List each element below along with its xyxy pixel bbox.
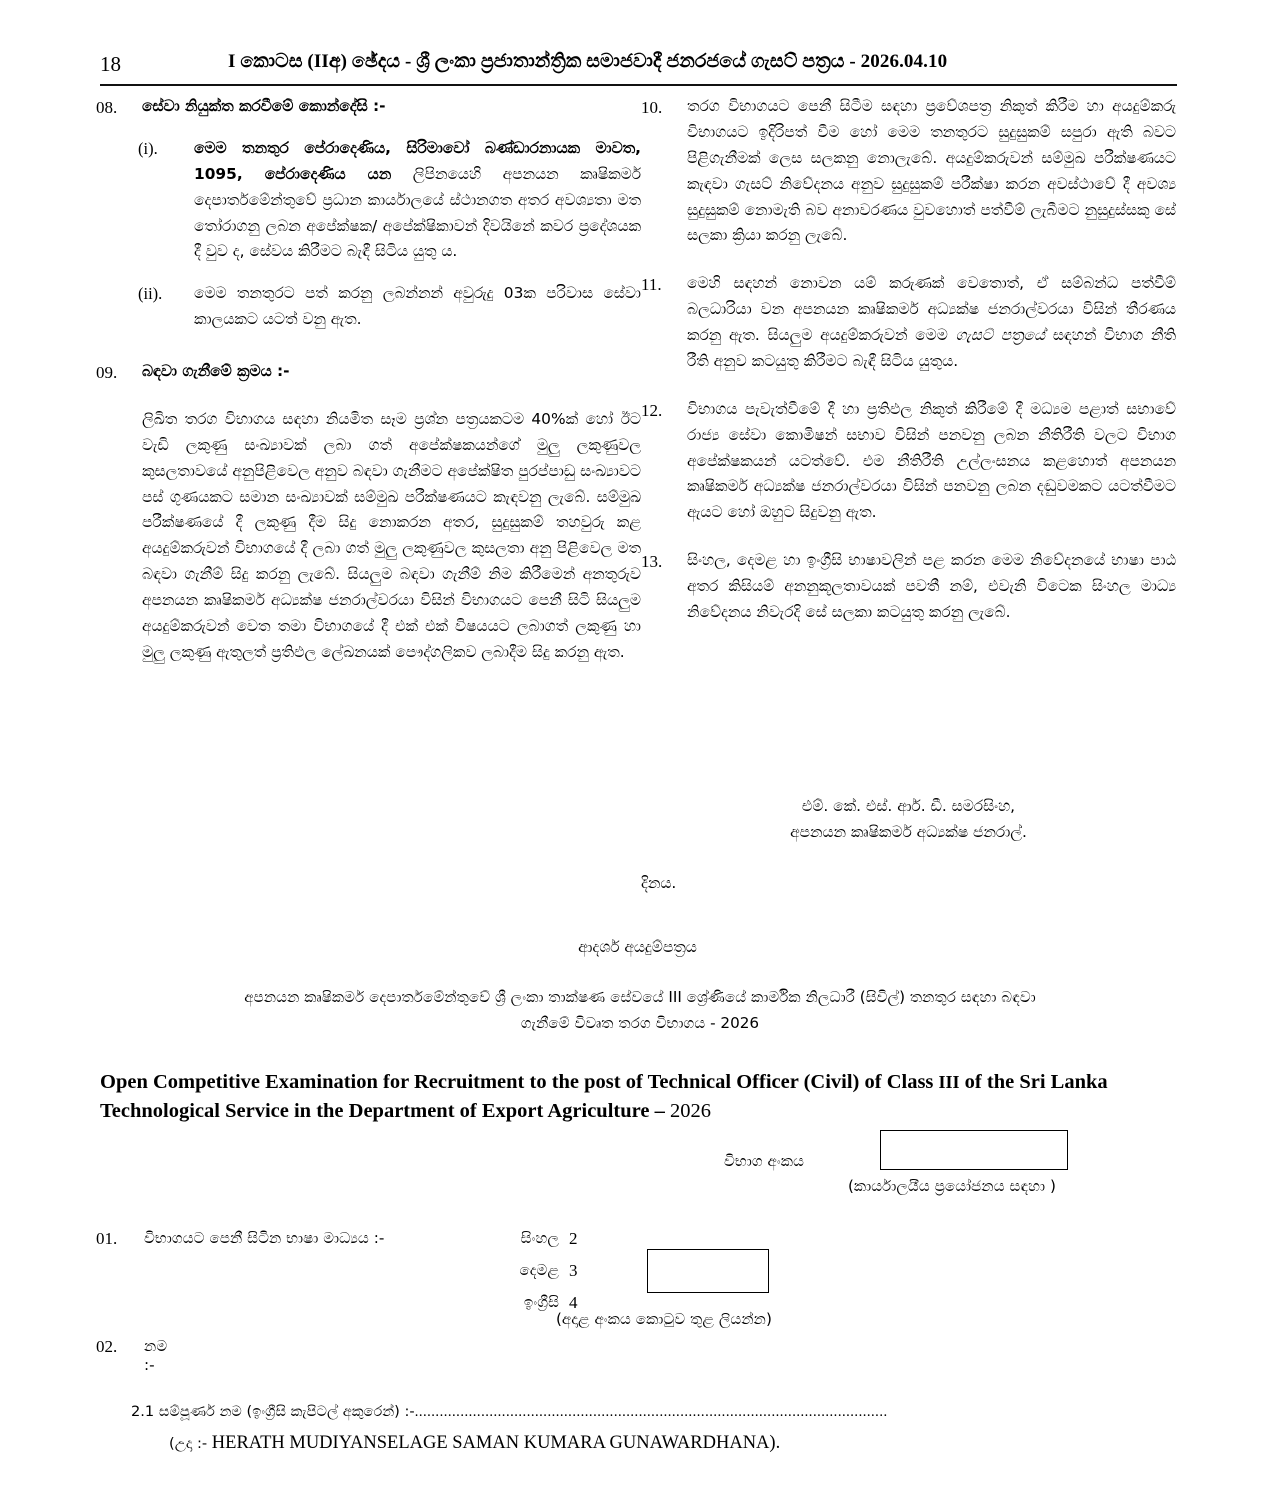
clause-11-text-part2: සඳහන් විභාග නීති රීති අනුව කටයුතු කිරීමට බැඳී සිටිය යුතුය. bbox=[687, 326, 1176, 370]
clause-13 bbox=[641, 548, 1176, 626]
clause-10-number: 10. bbox=[641, 98, 663, 117]
full-name-example-suffix: ). bbox=[769, 1433, 781, 1453]
language-option-english-name: ඉංග්‍රීසි bbox=[523, 1293, 559, 1311]
full-name-example-value: HERATH MUDIYANSELAGE SAMAN KUMARA GUNAWARDHANA bbox=[211, 1433, 770, 1453]
exam-title-english-dash: – bbox=[654, 1100, 670, 1123]
clause-11-text-part1: මෙහි සඳහන් නොවන යම් කරුණක් වෙතොත්, ඒ සම්බන්ධ පත්වීම් බලධාරියා වන අපනයන කෘෂිකර්ම අධ්‍යක්ෂ ජනරාල්වරයා විසින් තීරණය කරනු ඇත. සියලුම අයදුම්කරුවන් මෙම bbox=[687, 274, 1176, 344]
office-use-note: (කාර්යාලයීය ප්‍රයෝජනය සඳහා ) bbox=[848, 1177, 1056, 1195]
clause-12-number: 12. bbox=[641, 400, 663, 420]
clause-08-number: 08. bbox=[96, 98, 118, 117]
language-option-tamil-name: දෙමළ bbox=[519, 1261, 559, 1279]
page-number: 18 bbox=[100, 52, 121, 76]
clause-08-sub-i-bold: මෙම තනතුර පේරාදෙණිය, සිරිමාවෝ බණ්ඩාරනායක මාවත, 1095, පේරාදෙණිය යන bbox=[194, 138, 641, 183]
model-application-title: ආදර්ශ අයදුම්පත්‍රය bbox=[578, 938, 697, 956]
signature-block bbox=[641, 793, 1176, 845]
left-column bbox=[96, 94, 641, 682]
clause-11-number: 11. bbox=[641, 275, 662, 295]
language-medium-hint: (අදාළ අංකය කොටුව තුළ ලියන්න) bbox=[556, 1310, 772, 1328]
signatory-designation: අපනයන කෘෂිකර්ම අධ්‍යක්ෂ ජනරාල්. bbox=[790, 823, 1027, 842]
signatory-name: එම්. කේ. එස්. ආර්. ඩී. සමරසිංහ, bbox=[801, 797, 1016, 815]
full-name-dotted-field[interactable]: .................................................................................................................. bbox=[414, 1404, 888, 1420]
form-question-02-1-label: සම්පූර්ණ නම (ඉංග්‍රීසි කැපිටල් අකුරෙන්) :- bbox=[158, 1403, 415, 1420]
clause-10-text: තරග විභාගයට පෙනී සිටීම සඳහා ප්‍රවේශපත්‍ර නිකුත් කිරීම හා අයදුම්කරු විභාගයට ඉදිරිපත් වීම හෝ මෙම තනතුරට සුදුසුකම් සපුරා ඇති බවට පිළිගැනීමක් ලෙස සලකනු නොලැබේ. අයදුම්කරුවන් සම්මුඛ පරීක්ෂණයට කැඳවා ගැසට් නිවේදනය අනුව සුදුසුකම් පරීක්ෂා කරන අවස්ථාවේ දී අවශ්‍ය සුදුසුකම් නොමැති බව අනාවරණය වුවහොත් පත්වීම් ලැබීමට නුසුදුස්සකු සේ සලකා ක්‍රියා කරනු ලැබේ. bbox=[687, 97, 1176, 245]
right-column bbox=[641, 94, 1176, 642]
exam-title-sinhala-line2: ගැනීමේ විවෘත තරග විභාගය - 2026 bbox=[520, 1013, 760, 1032]
clause-09 bbox=[96, 359, 641, 666]
exam-title-english-part1: Open Competitive Examination for Recruitment to the post of Technical Officer (Civil) of Class bbox=[100, 1071, 939, 1093]
clause-11-text-italic: ගැසට් පත්‍රයේ bbox=[955, 326, 1046, 344]
clause-09-paragraph: ලිඛිත තරග විභාගය සඳහා නියමිත සෑම ප්‍රශ්න පත්‍රයකටම 40%ක් හෝ ඊට වැඩි ලකුණු සංඛ්‍යාවක් ලබා ගත් අපේක්ෂකයන්ගේ මුලු ලකුණුවල කුසලතාවයේ අනුපිළිවෙල අනුව බඳවා ගැනීමට අපේක්ෂිත පුරප්පාඩු සංඛ්‍යාවට පස් ගුණයකට සමාන සංඛ්‍යාවක් සම්මුඛ පරීක්ෂණයට කැඳවනු ලැබේ. සම්මුඛ පරීක්ෂණයේ දී ලකුණු දීම සිදු නොකරන අතර, සුදුසුකම් තහවුරු කළ අයදුම්කරුවන් විභාගයේ දී ලබා ගත් මුලු ලකුණුවල කුසලතා අනු පිළිවෙල මත බඳවා ගැනීම් සිදු කරනු ලැබේ. සියලුම බඳවා ගැනීම් නිම කිරීමෙන් අනතුරුව අපනයන කෘෂිකර්ම අධ්‍යක්ෂ ජනරාල්වරයා විසින් විභාගයට පෙනී සිටි සියලුම අයදුම්කරුවන් වෙත තමා විභාගයේ දී එක් එක් විෂයයට ලබාගත් ලකුණු හා මුලු ලකුණු ඇතුලත් ප්‍රතිඵල ලේඛනයක් පෞද්ගලිකව ලබාදීම සිදු කරනු ඇත. bbox=[142, 409, 641, 661]
exam-title-english-part2: of the Sri Lanka Technological Service in the Department of Export Agriculture bbox=[100, 1071, 1108, 1123]
clause-08-sub-i bbox=[138, 136, 641, 265]
form-question-02-1-line bbox=[131, 1403, 1176, 1421]
clause-10 bbox=[641, 94, 1176, 249]
exam-number-label: විභාග අංකය bbox=[724, 1152, 805, 1170]
clause-09-number: 09. bbox=[96, 363, 118, 382]
exam-title-sinhala bbox=[240, 985, 1040, 1037]
form-question-02-1 bbox=[131, 1403, 1176, 1453]
clause-08-heading: සේවා නියුක්ත කරවීමේ කොන්දේසි :- bbox=[142, 97, 386, 115]
clause-08-sub-ii-number: (ii). bbox=[138, 284, 163, 304]
exam-title-sinhala-line1: අපනයන කෘෂිකර්ම දෙපාර්තමේන්තුවේ ශ්‍රී ලංකා තාක්ෂණ සේවයේ III ශ්‍රේණියේ කාර්මික නිලධාරී (සිවිල්) තනතුර සඳහා බඳවා bbox=[244, 988, 1036, 1006]
date-label: දිනය. bbox=[641, 874, 677, 892]
full-name-example bbox=[169, 1433, 780, 1454]
clause-08-sub-i-number: (i). bbox=[138, 138, 158, 158]
clause-09-heading: බඳවා ගැනීමේ ක්‍රමය :- bbox=[142, 362, 290, 380]
language-option-sinhala-code: 2 bbox=[569, 1229, 578, 1248]
clause-12 bbox=[641, 397, 1176, 526]
exam-title-english bbox=[100, 1068, 1160, 1126]
form-question-02-number: 02. bbox=[96, 1337, 118, 1356]
clause-08-sub-i-rest: ලිපිනයෙහි අපනයන කෘෂිකර්ම දෙපාර්තමේන්තුවේ ප්‍රධාන කාර්යාලයේ ස්ථානගත අතර අවශ්‍යතා මත තෝරාගනු ලබන අපේක්ෂක/ අපේක්ෂිකාවන් දිවයිනේ කවර ප්‍රදේශයක දී වුව ද, සේවය කිරීමට බැඳී සිටිය යුතු ය. bbox=[194, 164, 642, 261]
form-question-01-number: 01. bbox=[96, 1229, 118, 1248]
form-question-02-1-number: 2.1 bbox=[131, 1403, 155, 1420]
full-name-example-prefix: (උදා :- bbox=[169, 1435, 212, 1452]
clause-13-number: 13. bbox=[641, 552, 663, 572]
language-option-tamil-code: 3 bbox=[569, 1261, 578, 1280]
clause-08-sub-ii bbox=[138, 281, 641, 333]
language-medium-input-box[interactable] bbox=[647, 1249, 769, 1293]
clause-11 bbox=[641, 271, 1176, 375]
form-question-02-label: නම :- bbox=[144, 1337, 168, 1374]
clause-08 bbox=[96, 94, 641, 333]
exam-number-input-box[interactable] bbox=[880, 1130, 1068, 1170]
page-header bbox=[100, 48, 1175, 88]
form-question-01-label: විභාගයට පෙනී සිටින භාෂා මාධ්‍යය :- bbox=[144, 1229, 385, 1247]
clause-11-text bbox=[687, 271, 1176, 375]
clause-12-text: විභාගය පැවැත්වීමේ දී හා ප්‍රතිඵල නිකුත් කිරීමේ දී මධ්‍යම පළාත් සභාවේ රාජ්‍ය සේවා කොමිෂන් සභාව විසින් පනවනු ලබන නීතිරීති වලට විභාග අපේක්ෂකයන් යටත්වේ. එම නීතිරීති උල්ලංසනය කළහොත් අපනයන කෘෂිකර්ම අධ්‍යක්ෂ ජනරාල්වරයා විසින් පනවනු ලබන දඬුවමකට යටත්වීමට ඇයට හෝ ඔහුට සිදුවනු ඇත. bbox=[687, 399, 1176, 522]
clause-08-sub-ii-text: මෙම තනතුරට පත් කරනු ලබන්නන් අවුරුදු 03ක පරිවාස සේවා කාලයකට යටත් වනු ඇත. bbox=[194, 284, 641, 329]
clause-13-text: සිංහල, දෙමළ හා ඉංග්‍රීසි භාෂාවලින් පළ කරන මෙම නිවේදනයේ භාෂා පාඨ අතර කිසියම් අනනුකූලතාවයක් පවතී නම්, එවැනි විටෙක සිංහල මාධ්‍ය නිවේදනය නිවැරදි සේ සලකා කටයුතු කරනු ලැබේ. bbox=[687, 551, 1176, 621]
language-option-sinhala-name: සිංහල bbox=[520, 1229, 559, 1247]
exam-title-english-class-roman: III bbox=[938, 1072, 960, 1092]
language-option-english-code: 4 bbox=[569, 1293, 578, 1312]
exam-title-english-year: 2026 bbox=[669, 1100, 711, 1123]
gazette-header-title: I කොටස (IIඅ) ඡේදය - ශ්‍රී ලංකා ප්‍රජාතාන්ත්‍රික සමාජවාදී ජනරජයේ ගැසට් පත්‍රය - 2026.04.10 bbox=[228, 51, 948, 72]
header-divider bbox=[100, 84, 1177, 86]
clause-08-sub-i-text bbox=[194, 136, 641, 265]
